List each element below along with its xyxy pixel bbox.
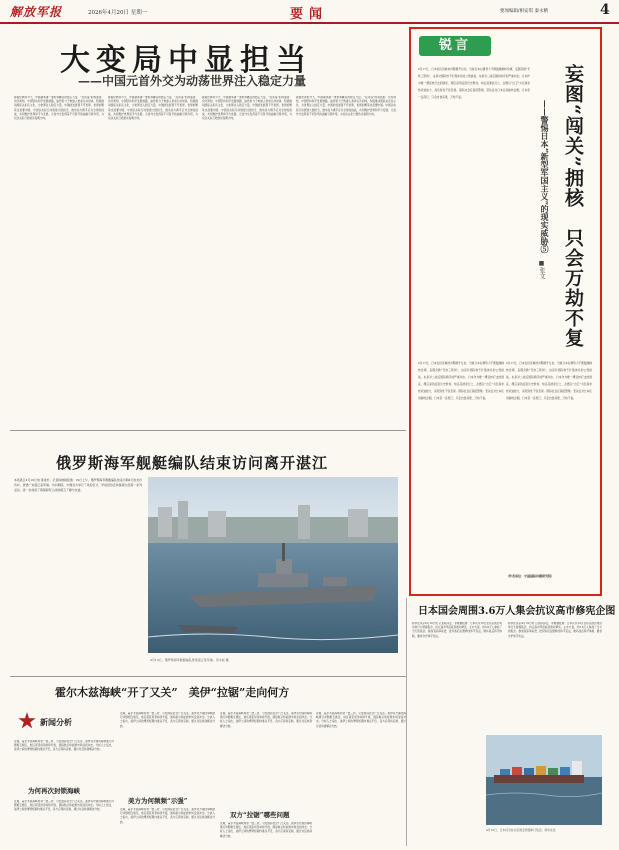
hormuz-subhead-1: 为何再次封锁海峡 (28, 787, 80, 795)
japan-photo-caption: 4月19日，日本民众在东京国会周围举行集会。新华社发 (486, 828, 556, 832)
lead-body-col1: 看看世界的今天，中国越来越一道世界瞩目的稳定力量。“在动荡”的局面里：众所周知，中国坚持和平发展道路，始终致力于构建人类命运共同体，积极推动国际关系民主化，为世界注入稳定力量。中国的发展离不开世界，世界的繁荣也需要中国。中国以实际行动展现大国担当，推动各方携手应对全球性挑战，共同维护世界和平与发展。元首外交发挥着不可替代的战略引领作用，为双边关系行稳致远指明方向。 (14, 96, 104, 121)
navy-photo-caption: 4月19日，俄罗斯海军舰艇编队驶离湛江某军港。邓木彪 摄 (150, 658, 229, 662)
page-number: 4 (600, 2, 610, 18)
hormuz-body-col2b: 近期，霍尔木兹海峡局势一波三折，引发国际社会广泛关注。美伊双方围绕海峡通行问题相互施压，地区紧张局势持续升级，国际航运和能源市场受到冲击。分析人士指出，美伊之间的博弈短期内难以平息，各方应保持克制，通过对话协商解决分歧。 (120, 808, 215, 824)
lead-headline: 大变局中显担当 (60, 43, 312, 78)
commentary-footer: （作者单位：中国国际问题研究院） (506, 574, 555, 578)
hormuz-subhead-2: 美方为何频频“示强” (128, 797, 188, 805)
news-analysis-label: 新闻分析 (40, 717, 72, 727)
star-icon (18, 712, 36, 730)
commentary-headline: 妄图“闯关”拥核 只会万劫不复 (562, 64, 584, 348)
section-divider (10, 676, 406, 677)
commentary-tag: 锐言 (419, 36, 491, 56)
editor-credit: 要闻编辑/相安琪 秦永精 (500, 9, 548, 14)
navy-body: 本报湛江4月19日电 黄进轩、记者杨晓晨报道：19日上午，俄罗斯海军舰艇编队结束为期4天的友好访问，驶离广东湛江某军港。访问期间，中俄双方举行了欢迎仪式、甲板招待会和参观交流等一系列活动，进一步加深了两国海军之间的相互了解与友谊。 (14, 478, 142, 492)
hormuz-body-col1: 近期，霍尔木兹海峡局势一波三折，引发国际社会广泛关注。美伊双方围绕海峡通行问题相互施压，地区紧张局势持续升级，国际航运和能源市场受到冲击。分析人士指出，美伊之间的博弈短期内难以平息，各方应保持克制，通过对话协商解决分歧。 (14, 740, 114, 752)
hormuz-body-col3: 近期，霍尔木兹海峡局势一波三折，引发国际社会广泛关注。美伊双方围绕海峡通行问题相互施压，地区紧张局势持续升级，国际航运和能源市场受到冲击。分析人士指出，美伊之间的博弈短期内难以平息，各方应保持克制，通过对话协商解决分歧。 (220, 712, 312, 728)
column-divider (406, 598, 407, 846)
issue-date: 2026年4月20日 星期一 (88, 10, 148, 16)
commentary-body-lower-left: 4月17日，日本自民党就核问题展开讨论。当前日本右翼势力不断鼓噪拥核论调，妄图突破“无核三原则”，这是对国际核不扩散体系的公然挑战，也是对二战后国际秩序的严重冲击。日本作为唯一遭受核打击的国家，理应深刻反思历史教训，却反其道而行之，企图以“自卫”为名谋求核武装能力，其危险性不容忽视。国际社会应高度警惕，坚决反对日本任何拥核企图。日本若一意孤行，只会自食其果，万劫不复。 (418, 361, 504, 400)
navy-ship-photo (148, 477, 398, 653)
lead-body-col4: 看看世界的今天，中国越来越一道世界瞩目的稳定力量。“在动荡”的局面里：众所周知，中国坚持和平发展道路，始终致力于构建人类命运共同体，积极推动国际关系民主化，为世界注入稳定力量。中国的发展离不开世界，世界的繁荣也需要中国。中国以实际行动展现大国担当，推动各方携手应对全球性挑战，共同维护世界和平与发展。元首外交发挥着不可替代的战略引领作用，为双边关系行稳致远指明方向。 (296, 96, 396, 116)
hormuz-body-col4: 近期，霍尔木兹海峡局势一波三折，引发国际社会广泛关注。美伊双方围绕海峡通行问题相互施压，地区紧张局势持续升级，国际航运和能源市场受到冲击。分析人士指出，美伊之间的博弈短期内难以平息，各方应保持克制，通过对话协商解决分歧。 (316, 712, 406, 728)
japan-ship-photo (486, 735, 602, 825)
lead-subheadline: ——中国元首外交为动荡世界注入稳定力量 (78, 74, 307, 88)
hormuz-body-col3b: 近期，霍尔木兹海峡局势一波三折，引发国际社会广泛关注。美伊双方围绕海峡通行问题相互施压，地区紧张局势持续升级，国际航运和能源市场受到冲击。分析人士指出，美伊之间的博弈短期内难以平息，各方应保持克制，通过对话协商解决分歧。 (220, 822, 312, 838)
japan-headline: 日本国会周围3.6万人集会抗议高市修宪企图 (418, 606, 616, 617)
lead-body-col2: 看看世界的今天，中国越来越一道世界瞩目的稳定力量。“在动荡”的局面里：众所周知，中国坚持和平发展道路，始终致力于构建人类命运共同体，积极推动国际关系民主化，为世界注入稳定力量。中国的发展离不开世界，世界的繁荣也需要中国。中国以实际行动展现大国担当，推动各方携手应对全球性挑战，共同维护世界和平与发展。元首外交发挥着不可替代的战略引领作用，为双边关系行稳致远指明方向。 (108, 96, 198, 121)
hormuz-subhead-3: 双方“拉锯”哪些问题 (230, 811, 290, 819)
commentary-body-upper: 4月17日，日本自民党就核问题展开讨论。当前日本右翼势力不断鼓噪拥核论调，妄图突破“无核三原则”，这是对国际核不扩散体系的公然挑战，也是对二战后国际秩序的严重冲击。日本作为唯一遭受核打击的国家，理应深刻反思历史教训，却反其道而行之，企图以“自卫”为名谋求核武装能力，其危险性不容忽视。国际社会应高度警惕，坚决反对日本任何拥核企图。日本若一意孤行，只会自食其果，万劫不复。 (418, 67, 530, 99)
japan-body-col2: 新华社东京4月19日电 记者陈泽安、李雅谦报道：日本民众19日在东京国会周边举行大规模集会，抗议高市早苗政府推动修宪。主办方说，约3.6万人参加了当天的集会。参加者高举标语，批评政府企图修改和平宪法，破坏战后和平体制，要求守护和平宪法。 (508, 622, 602, 638)
navy-headline: 俄罗斯海军舰艇编队结束访问离开湛江 (56, 454, 329, 472)
japan-body-col1: 新华社东京4月19日电 记者陈泽安、李雅谦报道：日本民众19日在东京国会周边举行大规模集会，抗议高市早苗政府推动修宪。主办方说，约3.6万人参加了当天的集会。参加者高举标语，批评政府企图修改和平宪法，破坏战后和平体制，要求守护和平宪法。 (412, 622, 502, 638)
section-divider (10, 430, 406, 431)
hormuz-body-col1b: 近期，霍尔木兹海峡局势一波三折，引发国际社会广泛关注。美伊双方围绕海峡通行问题相互施压，地区紧张局势持续升级，国际航运和能源市场受到冲击。分析人士指出，美伊之间的博弈短期内难以平息，各方应保持克制，通过对话协商解决分歧。 (14, 800, 114, 812)
commentary-subheadline: ——警惕日本“新型军国主义”的现实威胁⑤ (540, 100, 550, 254)
hormuz-body-col2: 近期，霍尔木兹海峡局势一波三折，引发国际社会广泛关注。美伊双方围绕海峡通行问题相互施压，地区紧张局势持续升级，国际航运和能源市场受到冲击。分析人士指出，美伊之间的博弈短期内难以平息，各方应保持克制，通过对话协商解决分歧。 (120, 712, 215, 728)
commentary-author: ■张文 (538, 260, 545, 279)
lead-body-col3: 看看世界的今天，中国越来越一道世界瞩目的稳定力量。“在动荡”的局面里：众所周知，中国坚持和平发展道路，始终致力于构建人类命运共同体，积极推动国际关系民主化，为世界注入稳定力量。中国的发展离不开世界，世界的繁荣也需要中国。中国以实际行动展现大国担当，推动各方携手应对全球性挑战，共同维护世界和平与发展。元首外交发挥着不可替代的战略引领作用，为双边关系行稳致远指明方向。 (202, 96, 292, 121)
section-name: 要闻 (290, 7, 329, 22)
newspaper-logo: 解放军报 (10, 5, 63, 19)
commentary-body-lower-right: 4月17日，日本自民党就核问题展开讨论。当前日本右翼势力不断鼓噪拥核论调，妄图突破“无核三原则”，这是对国际核不扩散体系的公然挑战，也是对二战后国际秩序的严重冲击。日本作为唯一遭受核打击的国家，理应深刻反思历史教训，却反其道而行之，企图以“自卫”为名谋求核武装能力，其危险性不容忽视。国际社会应高度警惕，坚决反对日本任何拥核企图。日本若一意孤行，只会自食其果，万劫不复。 (506, 361, 592, 400)
hormuz-headline: 霍尔木兹海峡“开了又关” 美伊“拉锯”走向何方 (55, 686, 290, 699)
